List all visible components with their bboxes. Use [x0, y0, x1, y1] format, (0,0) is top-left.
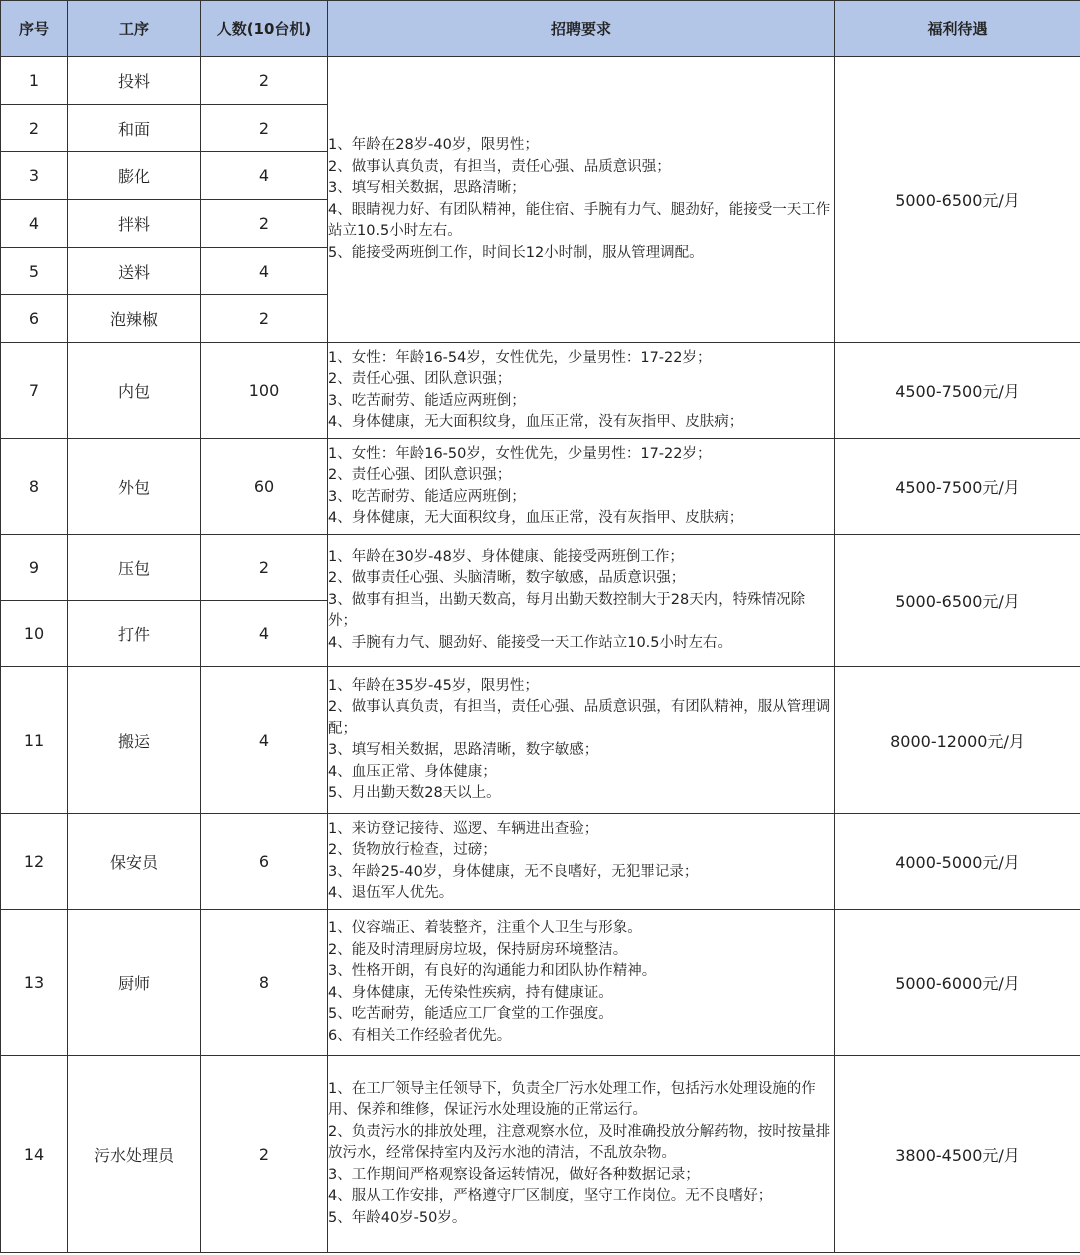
requirement-line: 1、年龄在30岁-48岁、身体健康、能接受两班倒工作； — [328, 548, 684, 565]
requirement-line: 4、血压正常、身体健康； — [328, 763, 497, 780]
row-number: 10 — [1, 601, 68, 667]
table-row — [1, 814, 1080, 910]
requirement-line: 4、身体健康，无传染性疾病，持有健康证。 — [328, 984, 613, 1001]
headcount: 100 — [201, 343, 328, 439]
requirements-cell — [328, 910, 835, 1056]
process-name: 投料 — [68, 57, 201, 105]
requirement-line: 3、吃苦耐劳、能适应两班倒； — [328, 392, 526, 409]
process-name: 膨化 — [68, 152, 201, 200]
row-number: 14 — [1, 1056, 68, 1253]
requirement-line: 2、做事认真负责，有担当，责任心强、品质意识强，有团队精神，服从管理调配； — [328, 699, 831, 737]
process-name: 送料 — [68, 248, 201, 295]
requirement-line: 2、货物放行检查，过磅； — [328, 842, 497, 858]
header-benefits: 福利待遇 — [835, 1, 1080, 57]
requirements-cell — [328, 57, 835, 343]
requirement-line: 3、性格开朗，有良好的沟通能力和团队协作精神。 — [328, 963, 657, 979]
requirement-line: 3、工作期间严格观察设备运转情况，做好各种数据记录； — [328, 1166, 700, 1183]
requirement-line: 1、年龄在28岁-40岁，限男性； — [328, 137, 539, 153]
requirements-cell — [328, 439, 835, 535]
requirement-line: 5、月出勤天数28天以上。 — [328, 785, 501, 801]
requirement-line: 6、有相关工作经验者优先。 — [328, 1027, 512, 1044]
header-row — [1, 1, 1080, 57]
requirement-line: 2、负责污水的排放处理，注意观察水位，及时准确投放分解药物，按时按量排放污水，经常保持室内及污水池的清洁，不乱放杂物。 — [328, 1123, 831, 1162]
requirement-line: 3、年龄25-40岁，身体健康，无不良嗜好，无犯罪记录； — [328, 863, 699, 880]
headcount: 2 — [201, 295, 328, 343]
requirement-line: 5、吃苦耐劳，能适应工厂食堂的工作强度。 — [328, 1006, 613, 1022]
requirement-line: 2、责任心强、团队意识强； — [328, 467, 512, 483]
process-name: 拌料 — [68, 200, 201, 248]
headcount: 2 — [201, 105, 328, 152]
requirement-line: 3、填写相关数据，思路清晰，数字敏感； — [328, 742, 599, 758]
requirements-cell — [328, 1056, 835, 1253]
requirements-cell — [328, 343, 835, 439]
salary-cell: 5000-6500元/月 — [835, 57, 1080, 343]
salary-cell: 3800-4500元/月 — [835, 1056, 1080, 1253]
salary-cell: 5000-6000元/月 — [835, 910, 1080, 1056]
row-number: 6 — [1, 295, 68, 343]
row-number: 8 — [1, 439, 68, 535]
process-name: 搬运 — [68, 667, 201, 814]
headcount: 2 — [201, 1056, 328, 1253]
headcount: 2 — [201, 535, 328, 601]
requirement-line: 1、女性：年龄16-54岁，女性优先，少量男性：17-22岁； — [328, 349, 712, 366]
table-row — [1, 667, 1080, 814]
row-number: 11 — [1, 667, 68, 814]
table-row — [1, 439, 1080, 535]
headcount: 4 — [201, 667, 328, 814]
requirement-line: 1、来访登记接待、巡逻、车辆进出查验； — [328, 820, 599, 837]
headcount: 6 — [201, 814, 328, 910]
process-name: 厨师 — [68, 910, 201, 1056]
requirement-line: 1、年龄在35岁-45岁，限男性； — [328, 677, 539, 694]
requirement-line: 3、做事有担当，出勤天数高，每月出勤天数控制大于28天内，特殊情况除外； — [328, 591, 806, 630]
requirement-line: 2、做事认真负责，有担当，责任心强、品质意识强； — [328, 158, 671, 175]
requirement-line: 2、责任心强、团队意识强； — [328, 371, 512, 387]
header-no: 序号 — [1, 1, 68, 57]
requirement-line: 1、女性：年龄16-50岁，女性优先，少量男性：17-22岁； — [328, 445, 712, 462]
requirement-line: 1、在工厂领导主任领导下，负责全厂污水处理工作，包括污水处理设施的作用、保养和维修，保证污水处理设施的正常运行。 — [328, 1080, 816, 1119]
row-number: 13 — [1, 910, 68, 1056]
requirement-line: 3、填写相关数据，思路清晰； — [328, 180, 526, 196]
process-name: 泡辣椒 — [68, 295, 201, 343]
header-process: 工序 — [68, 1, 201, 57]
requirement-line: 4、手腕有力气、腿劲好、能接受一天工作站立10.5小时左右。 — [328, 634, 733, 651]
row-number: 5 — [1, 248, 68, 295]
requirement-line: 2、能及时清理厨房垃圾，保持厨房环境整洁。 — [328, 941, 628, 958]
requirement-line: 5、能接受两班倒工作，时间长12小时制，服从管理调配。 — [328, 244, 704, 261]
row-number: 9 — [1, 535, 68, 601]
headcount: 60 — [201, 439, 328, 535]
headcount: 2 — [201, 200, 328, 248]
requirement-line: 1、仪容端正、着装整齐，注重个人卫生与形象。 — [328, 920, 642, 936]
requirements-cell — [328, 667, 835, 814]
requirement-line: 4、退伍军人优先。 — [328, 885, 454, 901]
table-row — [1, 535, 1080, 601]
row-number: 12 — [1, 814, 68, 910]
process-name: 污水处理员 — [68, 1056, 201, 1253]
process-name: 保安员 — [68, 814, 201, 910]
headcount: 4 — [201, 152, 328, 200]
requirement-line: 4、身体健康，无大面积纹身，血压正常，没有灰指甲、皮肤病； — [328, 510, 744, 526]
salary-cell: 5000-6500元/月 — [835, 535, 1080, 667]
salary-cell: 4000-5000元/月 — [835, 814, 1080, 910]
headcount: 4 — [201, 248, 328, 295]
requirements-cell — [328, 535, 835, 667]
requirement-line: 5、年龄40岁-50岁。 — [328, 1209, 467, 1226]
process-name: 压包 — [68, 535, 201, 601]
salary-cell: 4500-7500元/月 — [835, 439, 1080, 535]
requirement-line: 2、做事责任心强、头脑清晰，数字敏感，品质意识强； — [328, 570, 686, 587]
requirements-cell — [328, 814, 835, 910]
row-number: 3 — [1, 152, 68, 200]
header-requirements: 招聘要求 — [328, 1, 835, 57]
requirement-line: 4、眼睛视力好、有团队精神，能住宿、手腕有力气、腿劲好，能接受一天工作站立10.5小时左右。 — [328, 201, 831, 239]
row-number: 7 — [1, 343, 68, 439]
table-row — [1, 1056, 1080, 1253]
salary-cell: 8000-12000元/月 — [835, 667, 1080, 814]
requirement-line: 4、身体健康，无大面积纹身，血压正常，没有灰指甲、皮肤病； — [328, 414, 744, 430]
process-name: 打件 — [68, 601, 201, 667]
table-row — [1, 910, 1080, 1056]
header-count: 人数(10台机) — [201, 1, 328, 57]
headcount: 8 — [201, 910, 328, 1056]
salary-cell: 4500-7500元/月 — [835, 343, 1080, 439]
row-number: 4 — [1, 200, 68, 248]
headcount: 4 — [201, 601, 328, 667]
headcount: 2 — [201, 57, 328, 105]
row-number: 2 — [1, 105, 68, 152]
process-name: 内包 — [68, 343, 201, 439]
process-name: 外包 — [68, 439, 201, 535]
process-name: 和面 — [68, 105, 201, 152]
requirement-line: 3、吃苦耐劳、能适应两班倒； — [328, 488, 526, 505]
row-number: 1 — [1, 57, 68, 105]
requirement-line: 4、服从工作安排，严格遵守厂区制度，坚守工作岗位。无不良嗜好； — [328, 1188, 773, 1205]
table-row — [1, 343, 1080, 439]
table-row — [1, 57, 1080, 105]
